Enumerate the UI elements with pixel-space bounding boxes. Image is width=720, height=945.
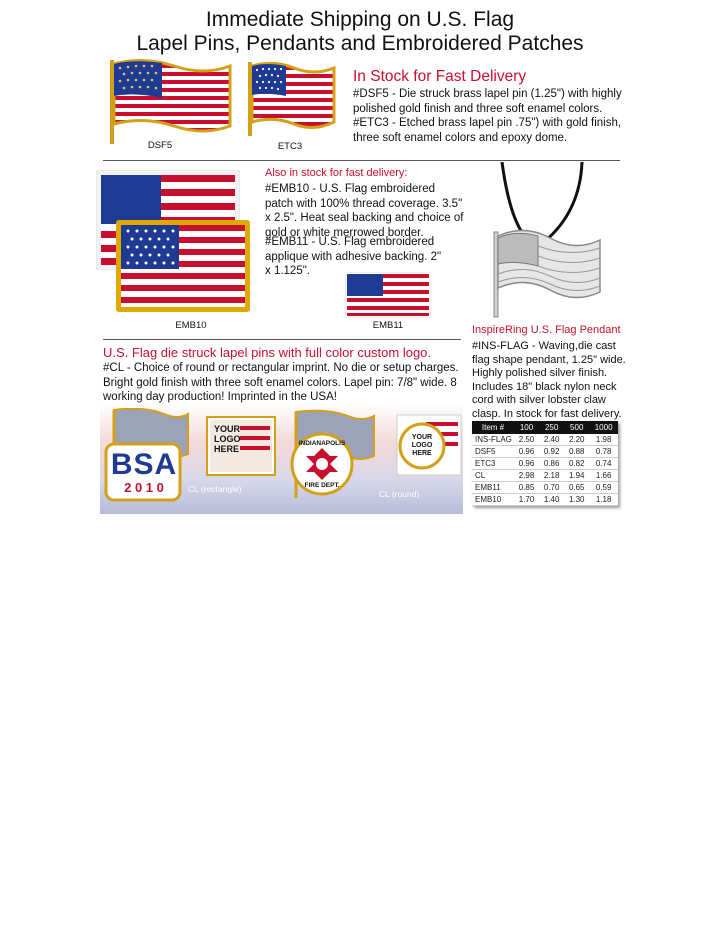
- custom-pin-banner: [100, 404, 463, 514]
- cell-price: 0.88: [564, 446, 589, 458]
- etc3-text: - Etched brass lapel pin .75") with gold finish, three soft enamel colors and epoxy dome.: [353, 117, 622, 144]
- cell-price: 0.85: [514, 482, 539, 494]
- cell-price: 1.66: [589, 470, 618, 482]
- cell-item: CL: [472, 470, 514, 482]
- dsf5-caption: DSF5: [147, 140, 173, 151]
- cell-price: 0.70: [539, 482, 564, 494]
- header-500: 500: [564, 421, 589, 434]
- emb10-caption: EMB10: [175, 320, 207, 331]
- price-table-header-row: [472, 421, 618, 434]
- emb11-description: [265, 235, 445, 279]
- dsf5-text: - Die struck brass lapel pin (1.25") with highly polished gold finish and three soft enamel colors.: [353, 88, 622, 115]
- cell-price: 0.82: [564, 458, 589, 470]
- in-stock-heading: In Stock for Fast Delivery: [353, 68, 527, 85]
- table-row: [472, 446, 618, 458]
- ins-flag-pendant-image: [480, 162, 608, 320]
- dsf5-pin-image: [104, 56, 234, 146]
- page-title-line-1: Immediate Shipping on U.S. Flag: [205, 8, 515, 31]
- emb11-code: #EMB11: [265, 236, 309, 248]
- cell-item: DSF5: [472, 446, 514, 458]
- cell-price: 0.96: [514, 458, 539, 470]
- cell-price: 1.98: [589, 434, 618, 446]
- bsa-text: BSA: [110, 448, 178, 481]
- cell-price: 2.40: [539, 434, 564, 446]
- divider-middle: [103, 339, 461, 340]
- pendant-heading: InspireRing U.S. Flag Pendant: [472, 324, 621, 336]
- cell-price: 0.78: [589, 446, 618, 458]
- cell-price: 2.20: [564, 434, 589, 446]
- bsa-year: 2 0 1 0: [124, 480, 164, 495]
- cl-round-caption: CL (round): [379, 489, 420, 499]
- emb11-caption: EMB11: [372, 320, 404, 331]
- pendant-code: #INS-FLAG -: [472, 340, 539, 352]
- table-row: [472, 482, 618, 494]
- price-table: [472, 421, 618, 506]
- custom-pin-description: #CL - Choice of round or rectangular imprint. No die or setup charges. Bright gold finish with three soft enamel colors. Lapel pin: 7/8" wide. 8 working day production! Imprinted in the USA!: [103, 362, 459, 403]
- divider-top: [103, 160, 620, 161]
- dsf5-description: [353, 87, 623, 116]
- pendant-description: [472, 340, 627, 421]
- custom-pin-heading: U.S. Flag die struck lapel pins with full color custom logo.: [103, 345, 432, 360]
- cell-price: 2.18: [539, 470, 564, 482]
- cell-item: INS-FLAG: [472, 434, 514, 446]
- page-title-line-2: Lapel Pins, Pendants and Embroidered Patches: [136, 32, 584, 55]
- dsf5-code: #DSF5: [353, 88, 389, 100]
- cell-price: 2.50: [514, 434, 539, 446]
- emb10-description: [265, 182, 465, 240]
- cell-price: 2.98: [514, 470, 539, 482]
- logo-round-text: YOUR LOGO HERE: [411, 434, 433, 457]
- table-row: [472, 494, 618, 506]
- pendant-text: Waving,die cast flag shape pendant, 1.25" wide. Highly polished silver finish. Includes 18" black nylon neck cord with silver lobster claw clasp. In stock for fast delivery.: [472, 340, 626, 420]
- cell-price: 1.94: [564, 470, 589, 482]
- logo-rect-text: YOUR LOGO HERE: [214, 424, 241, 454]
- cell-price: 1.40: [539, 494, 564, 506]
- cell-item: EMB10: [472, 494, 514, 506]
- fire-dept-pin-image: [286, 408, 376, 504]
- cell-price: 0.59: [589, 482, 618, 494]
- emb10-code: #EMB10: [265, 183, 310, 195]
- fire-dept-top-text: INDIANAPOLIS: [298, 440, 346, 447]
- etc3-description: [353, 116, 623, 145]
- etc3-code: #ETC3: [353, 117, 389, 129]
- etc3-caption: ETC3: [277, 141, 303, 152]
- header-item: Item #: [472, 421, 514, 434]
- cell-price: 0.92: [539, 446, 564, 458]
- etc3-pin-image: [244, 58, 338, 138]
- header-1000: 1000: [589, 421, 618, 434]
- cell-price: 1.30: [564, 494, 589, 506]
- emb11-text: - U.S. Flag embroidered applique with adhesive backing. 2" x 1.125".: [265, 236, 442, 277]
- cell-item: ETC3: [472, 458, 514, 470]
- table-row: [472, 434, 618, 446]
- cl-rectangle-caption: CL (rectangle): [188, 484, 242, 494]
- cell-price: 0.86: [539, 458, 564, 470]
- emb10-patch-gold-image: [116, 220, 250, 312]
- table-row: [472, 458, 618, 470]
- header-250: 250: [539, 421, 564, 434]
- cell-price: 1.70: [514, 494, 539, 506]
- emb11-patch-image: [345, 272, 431, 318]
- cell-price: 1.18: [589, 494, 618, 506]
- cell-price: 0.74: [589, 458, 618, 470]
- cell-price: 0.96: [514, 446, 539, 458]
- price-table-container: [472, 421, 618, 506]
- cell-price: 0.65: [564, 482, 589, 494]
- fire-dept-bottom-text: FIRE DEPT.: [304, 482, 340, 489]
- also-in-stock-heading: Also in stock for fast delivery:: [265, 167, 408, 179]
- cell-item: EMB11: [472, 482, 514, 494]
- table-row: [472, 470, 618, 482]
- header-100: 100: [514, 421, 539, 434]
- emb10-text: - U.S. Flag embroidered patch with 100% thread coverage. 3.5" x 2.5". Heat seal backing and choice of gold or white merrowed border.: [265, 183, 464, 239]
